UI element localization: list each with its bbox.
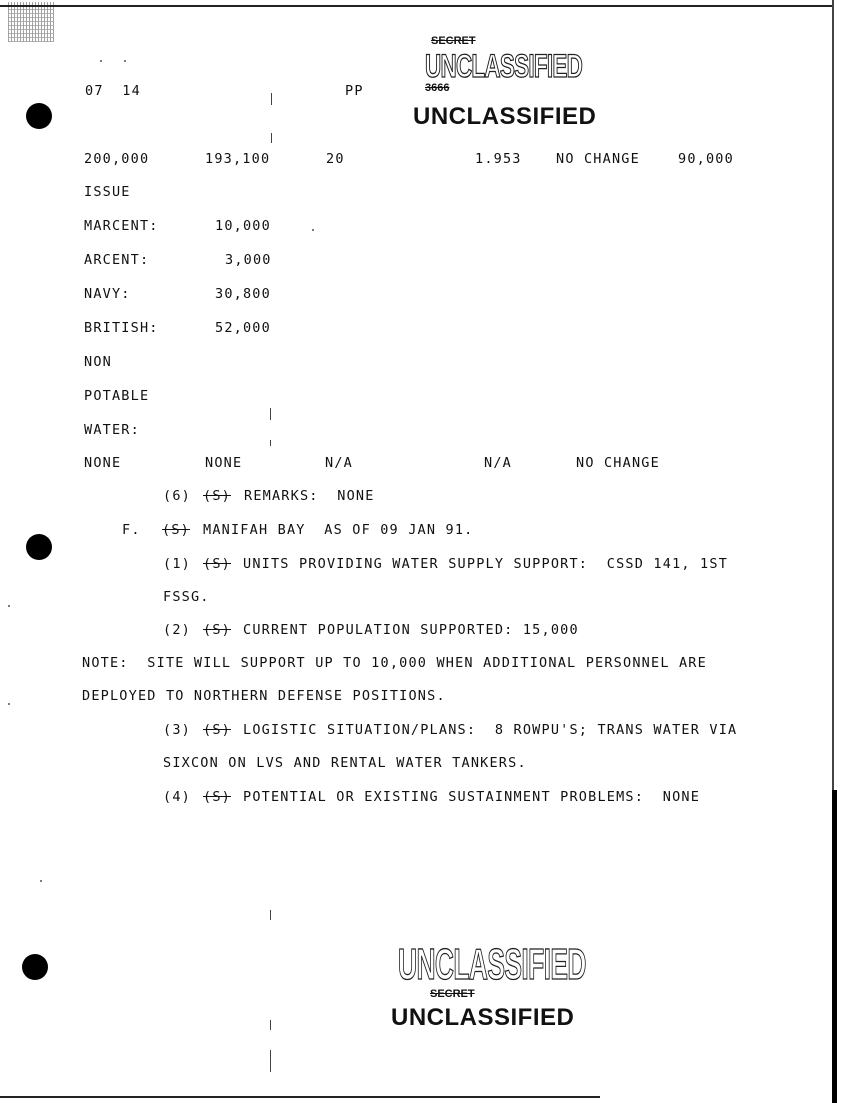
- item-classification: (S): [203, 789, 231, 805]
- note-line1: NOTE: SITE WILL SUPPORT UP TO 10,000 WHEN ADDITIONAL PERSONNEL ARE: [82, 655, 707, 671]
- unclassified-stamp-outline-top: UNCLASSIFIED: [425, 48, 583, 84]
- item-text: LOGISTIC SITUATION/PLANS: 8 ROWPU'S; TRANS WATER VIA: [243, 722, 738, 738]
- secret-marking-struck: SECRET: [431, 35, 476, 47]
- item-number: (2): [163, 622, 191, 638]
- item-text-continued: FSSG.: [163, 589, 210, 605]
- nonpotable-line2: POTABLE: [84, 388, 150, 404]
- scan-tick: [271, 93, 272, 105]
- issue-row-value: 3,000: [225, 252, 272, 268]
- unclassified-stamp-bottom: UNCLASSIFIED: [391, 1004, 575, 1031]
- note-line2: DEPLOYED TO NORTHERN DEFENSE POSITIONS.: [82, 688, 446, 704]
- section-heading: MANIFAH BAY AS OF 09 JAN 91.: [203, 522, 474, 538]
- scan-noise: [8, 2, 54, 42]
- row1-col3: 20: [326, 151, 345, 167]
- row1-col2: 193,100: [205, 151, 271, 167]
- row1-col4: 1.953: [475, 151, 522, 167]
- nonpotable-line1: NON: [84, 354, 112, 370]
- issue-row-name: MARCENT:: [84, 218, 159, 234]
- scan-tick: [270, 408, 271, 420]
- row1-col5: NO CHANGE: [556, 151, 640, 167]
- unclassified-stamp-top: UNCLASSIFIED: [413, 103, 597, 130]
- issue-row-name: BRITISH:: [84, 320, 159, 336]
- right-edge-line: [832, 0, 834, 790]
- secret-marking-struck-bottom: SECRET: [430, 988, 475, 1000]
- item-text: CURRENT POPULATION SUPPORTED: 15,000: [243, 622, 579, 638]
- secret-number-struck: 3666: [425, 82, 450, 94]
- item-text: POTENTIAL OR EXISTING SUSTAINMENT PROBLEMS: NONE: [243, 789, 701, 805]
- scan-dot: [8, 605, 10, 607]
- scan-tick: [271, 133, 272, 143]
- scan-tick: [270, 1020, 271, 1030]
- issue-row-name: ARCENT:: [84, 252, 150, 268]
- scan-tick: [270, 1050, 271, 1072]
- remarks-text: REMARKS: NONE: [244, 488, 375, 504]
- none-row-col4: N/A: [484, 455, 512, 471]
- issue-row-value: 10,000: [215, 218, 271, 234]
- punch-hole-middle: [26, 534, 52, 560]
- scan-dot: [312, 229, 314, 231]
- issue-label: ISSUE: [84, 184, 131, 200]
- scan-dot: [124, 60, 126, 62]
- precedence-code: PP: [345, 83, 364, 99]
- scan-dot: [8, 703, 10, 705]
- scan-tick: [270, 440, 271, 446]
- remarks-number: (6): [163, 488, 191, 504]
- punch-hole-bottom: [22, 954, 48, 980]
- date-code: 07 14: [85, 83, 141, 99]
- item-classification: (S): [203, 722, 231, 738]
- top-rule: [0, 5, 832, 7]
- row1-col6: 90,000: [678, 151, 734, 167]
- none-row-col1: NONE: [84, 455, 122, 471]
- remarks-classification: (S): [203, 488, 231, 504]
- item-text-continued: SIXCON ON LVS AND RENTAL WATER TANKERS.: [163, 755, 527, 771]
- row1-col1: 200,000: [84, 151, 150, 167]
- none-row-col3: N/A: [325, 455, 353, 471]
- section-classification: (S): [162, 522, 190, 538]
- bottom-rule: [0, 1096, 600, 1098]
- issue-row-value: 30,800: [215, 286, 271, 302]
- item-text: UNITS PROVIDING WATER SUPPLY SUPPORT: CSSD 141, 1ST: [243, 556, 729, 572]
- item-number: (1): [163, 556, 191, 572]
- issue-row-value: 52,000: [215, 320, 271, 336]
- item-number: (4): [163, 789, 191, 805]
- none-row-col2: NONE: [205, 455, 243, 471]
- none-row-col5: NO CHANGE: [576, 455, 660, 471]
- nonpotable-line3: WATER:: [84, 422, 140, 438]
- section-letter: F.: [122, 522, 141, 538]
- unclassified-stamp-outline-bottom: UNCLASSIFIED: [398, 940, 586, 989]
- punch-hole-top: [26, 103, 52, 129]
- item-number: (3): [163, 722, 191, 738]
- scan-tick: [270, 910, 271, 920]
- issue-row-name: NAVY:: [84, 286, 131, 302]
- scan-dot: [40, 880, 42, 882]
- item-classification: (S): [203, 556, 231, 572]
- scan-dot: [100, 60, 102, 62]
- item-classification: (S): [203, 622, 231, 638]
- right-edge-bar: [832, 790, 837, 1103]
